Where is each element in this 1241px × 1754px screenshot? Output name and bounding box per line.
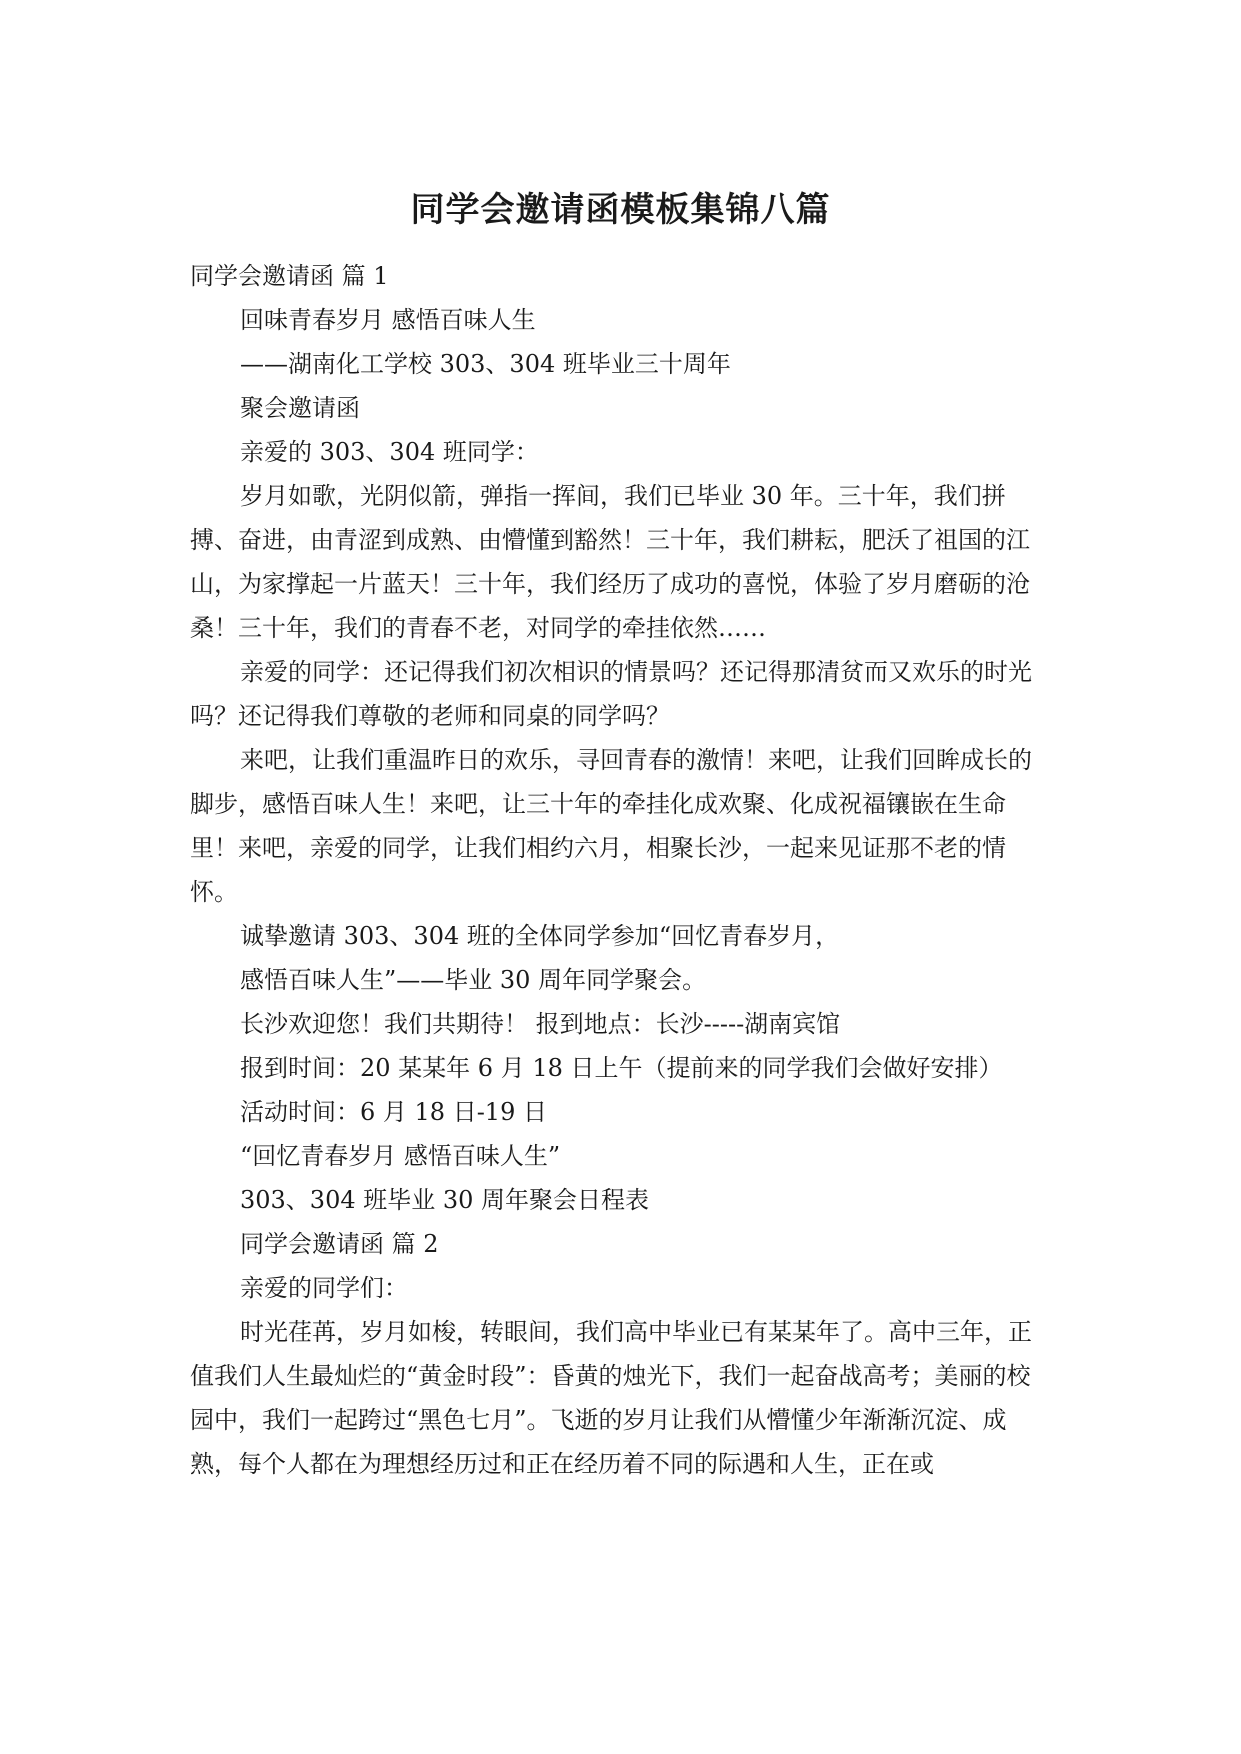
paragraph: 回味青春岁月 感悟百味人生 [240, 306, 536, 334]
salutation: 亲爱的同学们： [240, 1274, 408, 1302]
section-heading-2: 同学会邀请函 篇 2 [240, 1230, 439, 1258]
paragraph: 来吧，让我们重温昨日的欢乐，寻回青春的激情！来吧，让我们回眸成长的脚步，感悟百味人生！来吧，让三十年的牵挂化成欢聚、化成祝福镶嵌在生命里！来吧，亲爱的同学，让我们相约六月，相聚长沙，一起来见证那不老的情怀。 [190, 746, 1032, 906]
paragraph: 岁月如歌，光阴似箭，弹指一挥间，我们已毕业 30 年。三十年，我们拼搏、奋进，由青涩到成熟、由懵懂到豁然！三十年，我们耕耘，肥沃了祖国的江山，为家撑起一片蓝天！三十年，我们经历了成功的喜悦，体验了岁月磨砺的沧桑！三十年，我们的青春不老，对同学的牵挂依然…… [190, 482, 1030, 642]
paragraph: “回忆青春岁月 感悟百味人生” [240, 1142, 561, 1170]
paragraph: ——湖南化工学校 303、304 班毕业三十周年 [240, 350, 731, 378]
paragraph: 活动时间：6 月 18 日-19 日 [240, 1098, 547, 1126]
paragraph: 诚挚邀请 303、304 班的全体同学参加“回忆青春岁月， [240, 922, 840, 950]
document-body [190, 254, 1052, 1486]
paragraph: 长沙欢迎您！我们共期待！ 报到地点：长沙-----湖南宾馆 [240, 1010, 841, 1038]
salutation: 亲爱的 303、304 班同学： [240, 438, 539, 466]
paragraph: 聚会邀请函 [240, 394, 360, 422]
paragraph: 感悟百味人生”——毕业 30 周年同学聚会。 [240, 966, 707, 994]
section-heading-1: 同学会邀请函 篇 1 [190, 262, 389, 290]
paragraph: 时光荏苒，岁月如梭，转眼间，我们高中毕业已有某某年了。高中三年，正值我们人生最灿烂的“黄金时段”：昏黄的烛光下，我们一起奋战高考；美丽的校园中，我们一起跨过“黑色七月”。飞逝的岁月让我们从懵懂少年渐渐沉淀、成熟，每个人都在为理想经历过和正在经历着不同的际遇和人生，正在或 [190, 1318, 1032, 1478]
paragraph: 报到时间：20 某某年 6 月 18 日上午（提前来的同学我们会做好安排） [240, 1054, 1003, 1082]
paragraph: 亲爱的同学：还记得我们初次相识的情景吗？还记得那清贫而又欢乐的时光吗？还记得我们尊敬的老师和同桌的同学吗？ [190, 658, 1032, 730]
paragraph: 303、304 班毕业 30 周年聚会日程表 [240, 1186, 650, 1214]
document-title: 同学会邀请函模板集锦八篇 [410, 190, 831, 230]
